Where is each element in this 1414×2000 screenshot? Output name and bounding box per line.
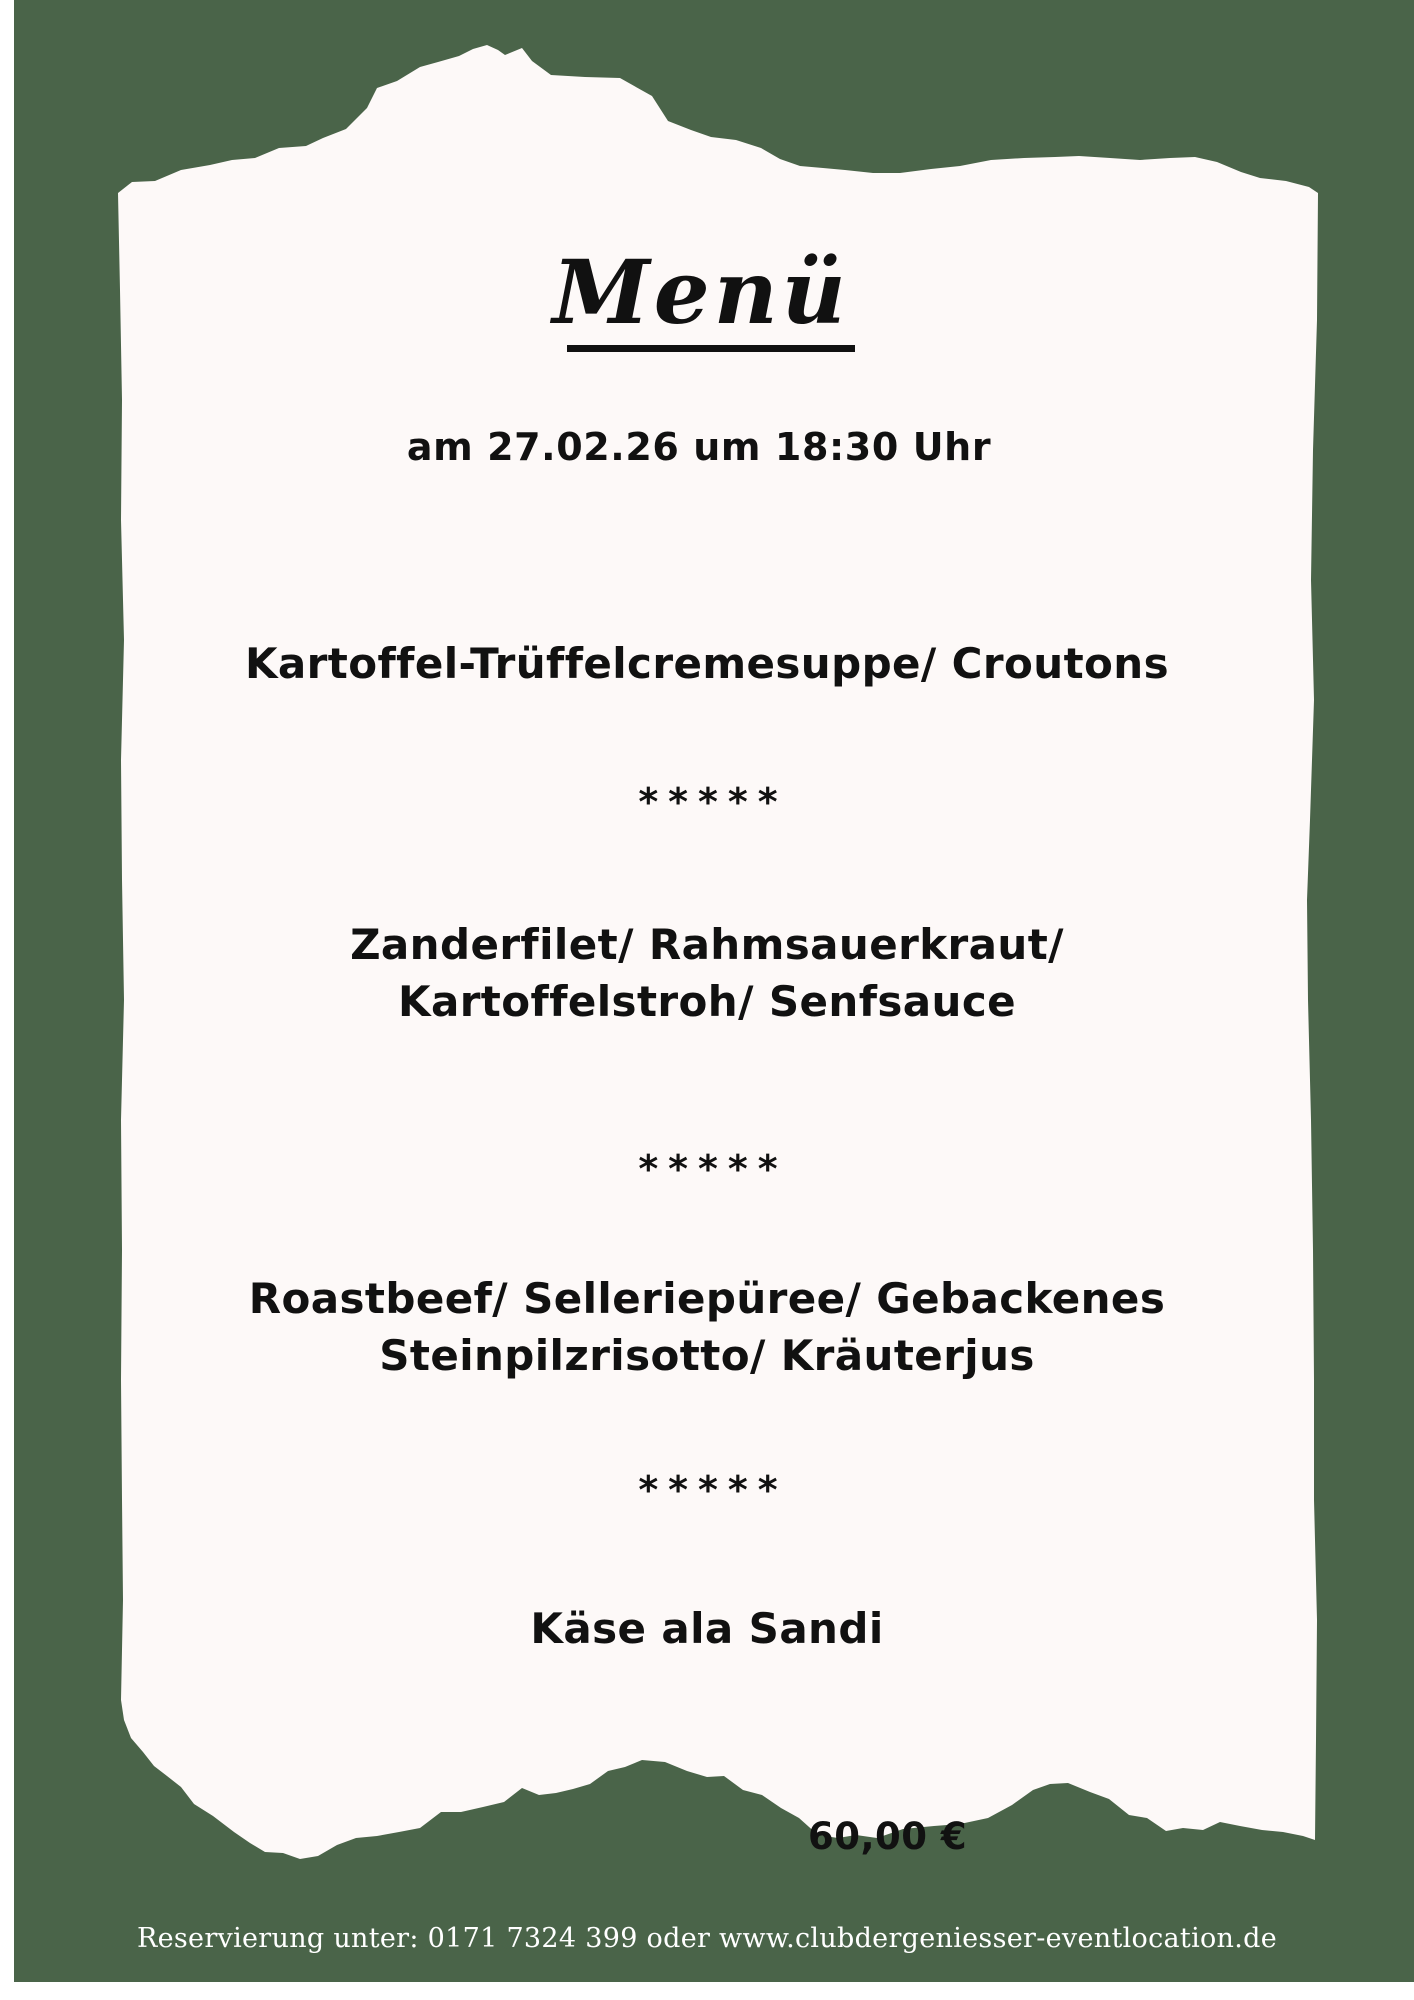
title-underline	[567, 345, 855, 352]
title-wrapper	[0, 240, 1414, 344]
separator-1: *****	[638, 780, 788, 824]
reservation-footer: Reservierung unter: 0171 7324 399 oder www.clubdergeniesser-eventlocation.de	[136, 1923, 1277, 1954]
course-2: Zanderfilet/ Rahmsauerkraut/ Kartoffelstroh/ Senfsauce	[350, 920, 1064, 1027]
course-3: Roastbeef/ Selleriepüree/ Gebackenes Steinpilzrisotto/ Kräuterjus	[248, 1274, 1166, 1381]
separator-2: *****	[638, 1147, 788, 1191]
menu-title: Menü	[552, 240, 850, 344]
course-1: Kartoffel-Trüffelcremesuppe/ Croutons	[244, 639, 1170, 688]
course-4: Käse ala Sandi	[530, 1604, 884, 1653]
event-date: am 27.02.26 um 18:30 Uhr	[406, 425, 992, 469]
separator-3: *****	[638, 1468, 788, 1512]
menu-price: 60,00 €	[808, 1815, 968, 1858]
